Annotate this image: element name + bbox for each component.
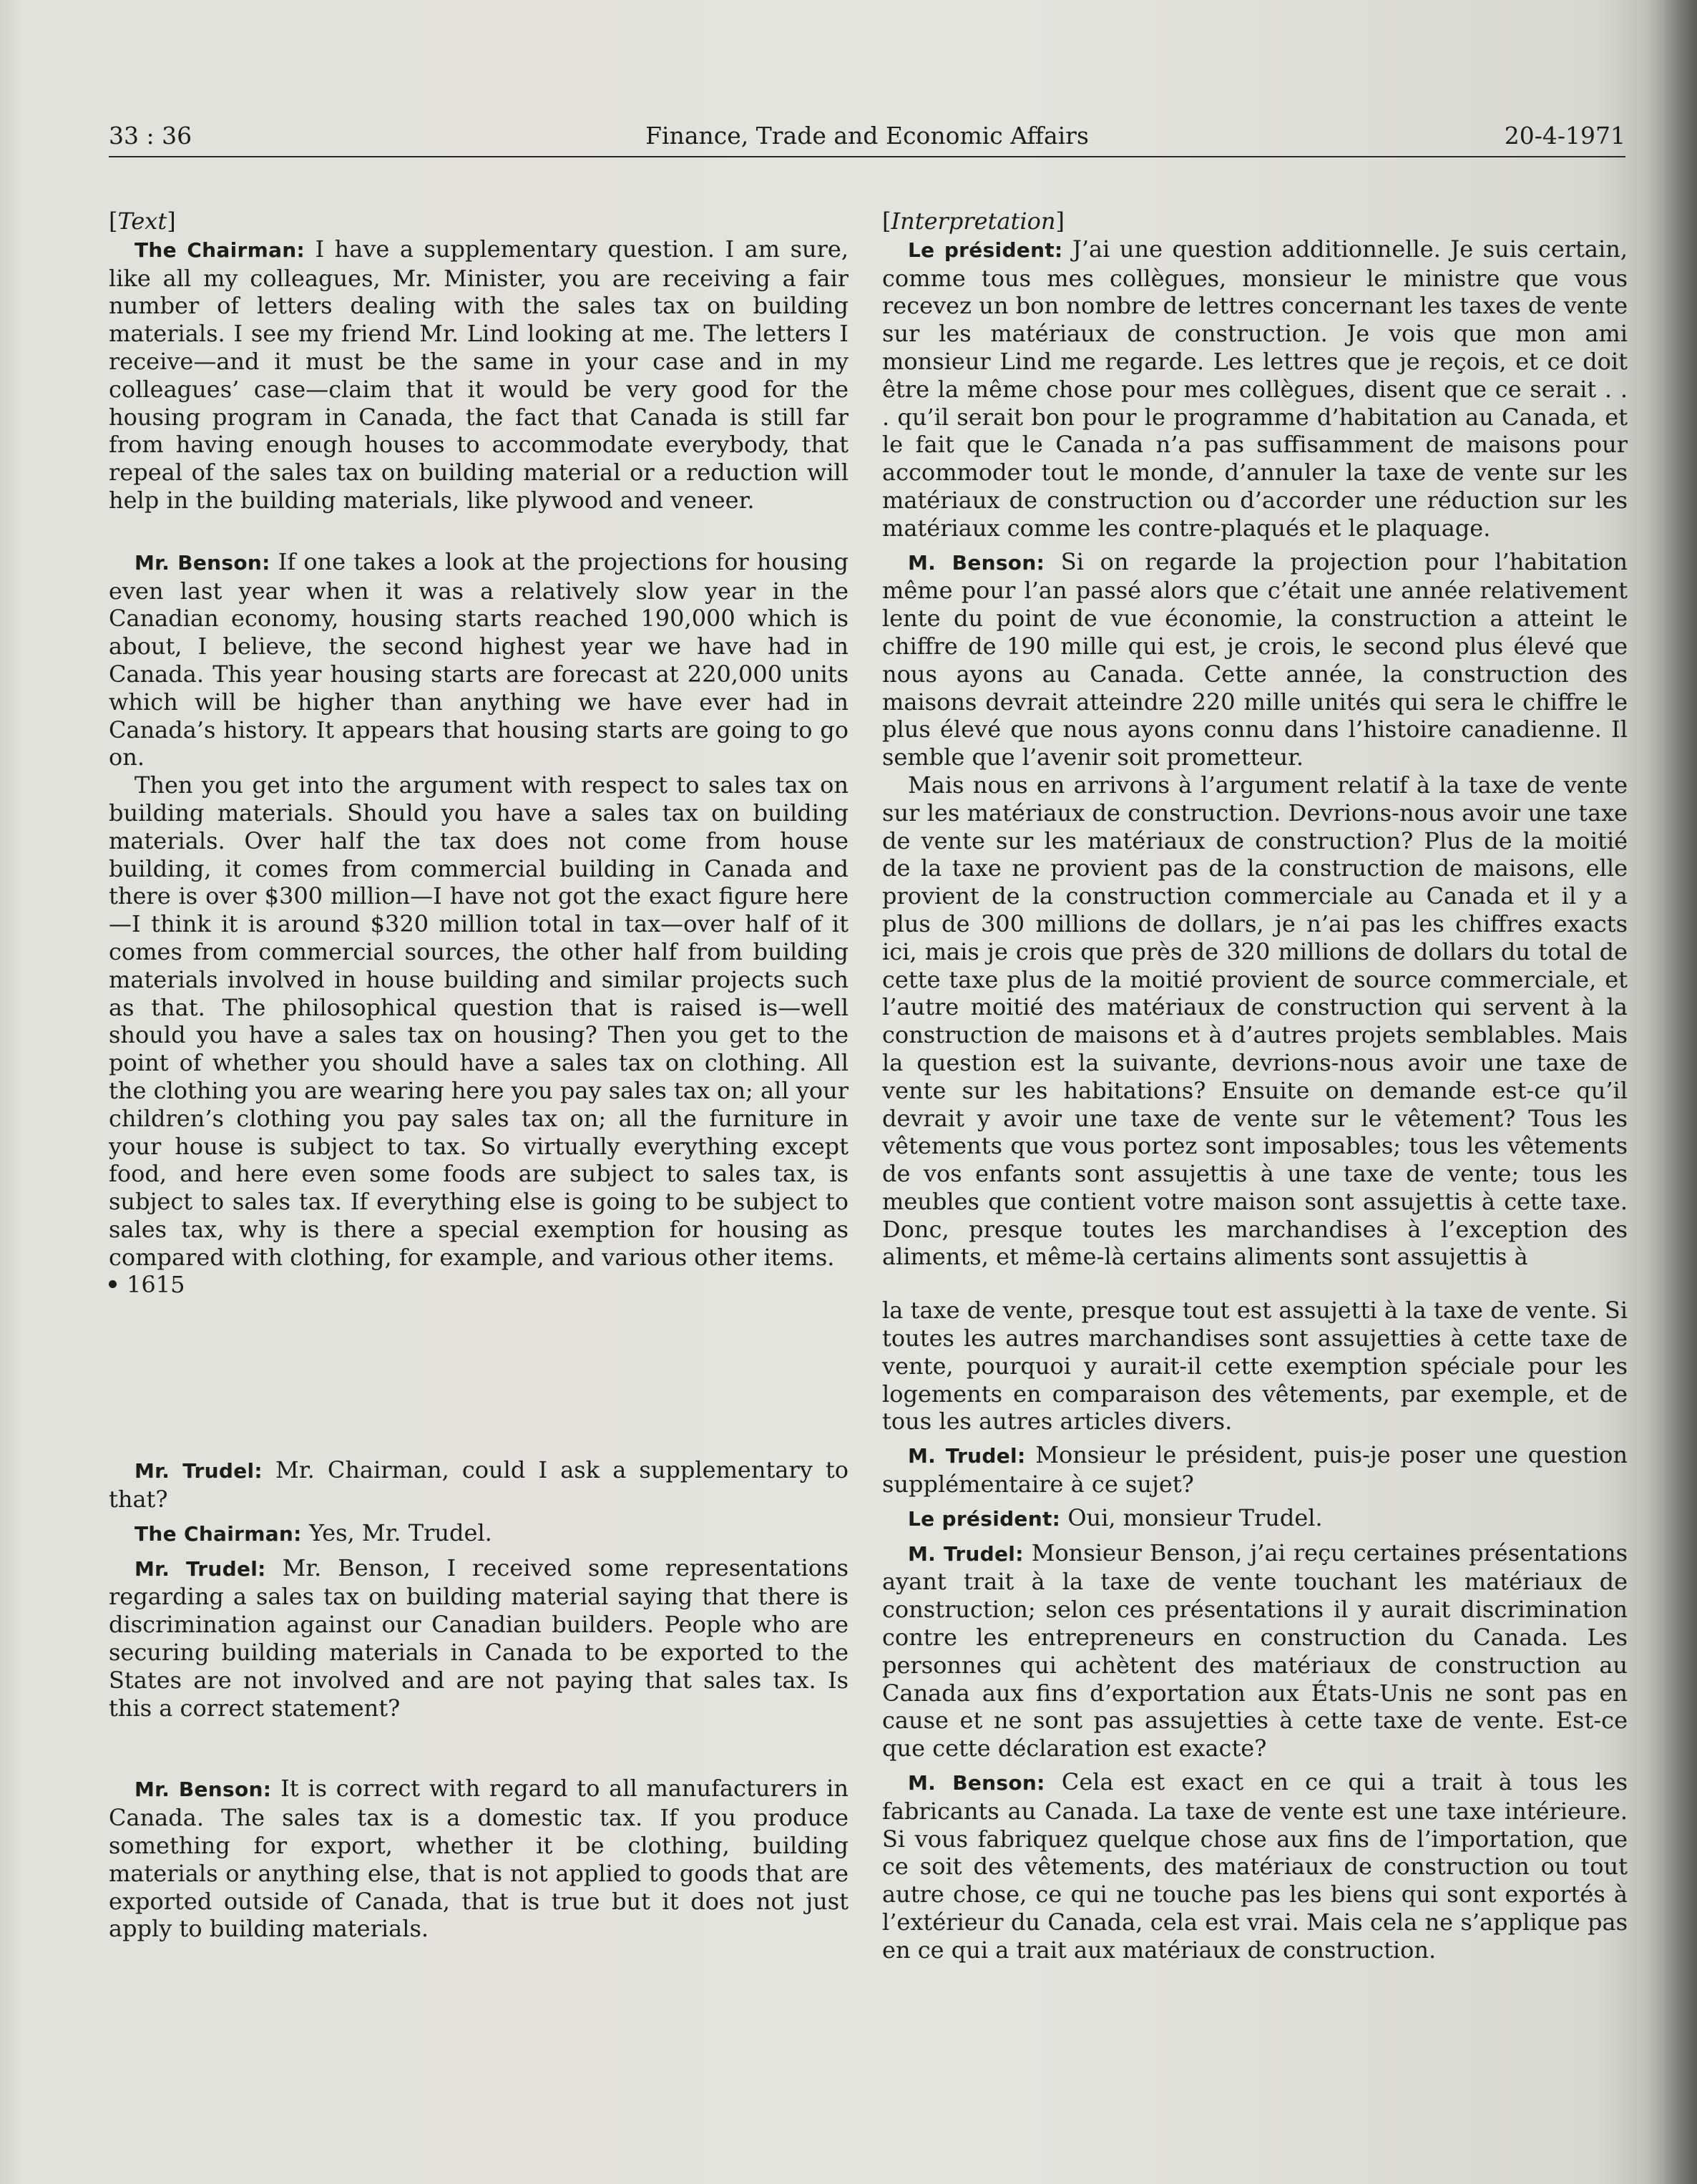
paragraph xyxy=(882,1504,1628,1534)
paragraph xyxy=(882,1768,1628,1964)
paragraph xyxy=(109,1456,849,1513)
timestamp xyxy=(109,1271,849,1299)
paragraph xyxy=(882,1441,1628,1498)
speech-text: I have a supplementary question. I am sure, like all my colleagues, Mr. Minister, you are receiving a fair number of letters dealing with the sales tax on building materials. I see my friend Mr. Lind looking at me. The letters I receive—and it must be the same in your case and in my colleagues’ case—claim that it would be very good for the housing program in Canada, the fact that Canada is still far from having enough houses to accommodate everybody, that repeal of the sales tax on building material or a reduction will help in the building materials, like plywood and veneer. xyxy=(109,235,849,514)
bullet-icon xyxy=(109,1280,117,1288)
paragraph xyxy=(109,548,849,771)
paragraph xyxy=(882,548,1628,771)
english-column xyxy=(109,208,849,1943)
paragraph xyxy=(882,1539,1628,1763)
paragraph xyxy=(882,235,1628,542)
speaker-name: Le président: xyxy=(908,1506,1061,1531)
speaker-name: Mr. Benson: xyxy=(135,550,270,575)
speaker-name: Le président: xyxy=(908,238,1063,262)
french-column xyxy=(882,208,1628,1964)
running-header xyxy=(109,120,1625,157)
speaker-name: The Chairman: xyxy=(135,1521,302,1546)
paragraph xyxy=(109,235,849,515)
paragraph: Then you get into the argument with respect to sales tax on building materials. Should you have a sales tax on building materials. Over half the tax does not come from house building, it comes from commercial building in Canada and there is over $300 million—I have not got the exact figure here—I think it is around $320 million total in tax—over half of it comes from commercial sources, the other half from building materials involved in house building and similar projects such as that. The philosophical question that is raised is—well should you have a sales tax on housing? Then you get to the point of whether you should have a sales tax on clothing. All the clothing you are wearing here you pay sales tax on; all your children’s clothing you pay sales tax on; all the furniture in your house is subject to tax. So virtually everything except food, and here even some foods are subject to sales tax, is subject to sales tax. If everything else is going to be subject to sales tax, why is there a special exemption for housing as compared with clothing, for example, and various other items. xyxy=(109,771,849,1271)
speaker-name: The Chairman: xyxy=(135,238,305,262)
header-date: 20-4-1971 xyxy=(1504,122,1625,150)
speaker-name: Mr. Trudel: xyxy=(135,1459,263,1483)
running-title: Finance, Trade and Economic Affairs xyxy=(645,122,1089,150)
paragraph xyxy=(109,1775,849,1943)
section-label: [Text] xyxy=(109,208,176,235)
speaker-name: M. Trudel: xyxy=(908,1541,1024,1566)
speaker-name: Mr. Trudel: xyxy=(135,1556,266,1581)
speech-text: Yes, Mr. Trudel. xyxy=(308,1518,492,1546)
timestamp-value: 1615 xyxy=(127,1271,185,1299)
speaker-name: M. Benson: xyxy=(908,550,1045,575)
speech-text: Mr. Benson, I received some representations regarding a sales tax on building material saying that there is discrimination against our Canadian builders. People who are securing building materials in Canada to be exported to the States are not involved and are not paying that sales tax. Is this a correct statement? xyxy=(109,1554,849,1722)
speech-text: Monsieur le président, puis-je poser une question supplémentaire à ce sujet? xyxy=(882,1441,1628,1498)
speech-text: J’ai une question additionnelle. Je suis certain, comme tous mes collègues, monsieur le ministre que vous recevez un bon nombre de lettres concernant les taxes de vente sur les matériaux de construction. Je vois que mon ami monsieur Lind me regarde. Les lettres que je reçois, et ce doit être la même chose pour mes collègues, disent que ce serait . . . qu’il serait bon pour le programme d’habitation au Canada, et le fait que le Canada n’a pas suffisamment de maisons pour accommoder tout le monde, d’annuler la taxe de vente sur les matériaux de construction ou d’accorder une réduction sur les matériaux comme les contre-plaqués et le plaquage. xyxy=(882,235,1628,542)
speaker-name: M. Trudel: xyxy=(908,1444,1026,1468)
paragraph xyxy=(109,1519,849,1549)
speech-text: Cela est exact en ce qui a trait à tous les fabricants au Canada. La taxe de vente est une taxe intérieure. Si vous fabriquez quelque chose aux fins de l’importation, que ce soit des vêtements, des matériaux de construction ou tout autre chose, ce qui ne touche pas les biens qui sont exportés à l’extérieur du Canada, cela est vrai. Mais cela ne s’applique pas en ce qui a trait aux matériaux de construction. xyxy=(882,1768,1628,1964)
paragraph-continued: la taxe de vente, presque tout est assujetti à la taxe de vente. Si toutes les autres marchandises sont assujetties à cette taxe de vente, pourquoi y aurait-il cette exemption spéciale pour les logements en comparaison des vêtements, par exemple, et de tous les autres articles divers. xyxy=(882,1297,1628,1435)
speech-text: If one takes a look at the projections for housing even last year when it was a relatively slow year in the Canadian economy, housing starts reached 190,000 which is about, I believe, the second highest year we have had in Canada. This year housing starts are forecast at 220,000 units which will be higher than anything we have ever had in Canada’s history. It appears that housing starts are going to go on. xyxy=(109,547,849,771)
binding-shadow xyxy=(1647,0,1697,2184)
page-number: 33 : 36 xyxy=(109,122,192,150)
speech-text: Si on regarde la projection pour l’habitation même pour l’an passé alors que c’était une année relativement lente du point de vue économie, la construction a atteint le chiffre de 190 mille qui est, je crois, le second plus élevé que nous ayons au Canada. Cette année, la construction des maisons devrait atteindre 220 mille unités qui sera le chiffre le plus élevé que nous ayons connu dans l’histoire canadienne. Il semble que l’avenir soit prometteur. xyxy=(882,547,1628,771)
speech-text: Mr. Chairman, could I ask a supplementary to that? xyxy=(109,1456,849,1513)
section-label: [Interpretation] xyxy=(882,208,1065,235)
paragraph xyxy=(109,1554,849,1722)
speaker-name: M. Benson: xyxy=(908,1771,1045,1795)
speech-text: Monsieur Benson, j’ai reçu certaines présentations ayant trait à la taxe de vente touchant les matériaux de construction; selon ces présentations il y aurait discrimination contre les entrepreneurs en construction du Canada. Les personnes qui achètent des matériaux de construction au Canada aux fins d’exportation aux États-Unis ne sont pas en cause et ne sont pas assujetties à cette taxe de vente. Est-ce que cette déclaration est exacte? xyxy=(882,1539,1628,1763)
speaker-name: Mr. Benson: xyxy=(135,1778,272,1802)
speech-text: Oui, monsieur Trudel. xyxy=(1067,1503,1323,1531)
speech-text: It is correct with regard to all manufacturers in Canada. The sales tax is a domestic tax. If you produce something for export, whether it be clothing, building materials or anything else, that is not applied to goods that are exported outside of Canada, that is true but it does not just apply to building materials. xyxy=(109,1775,849,1943)
paragraph: Mais nous en arrivons à l’argument relatif à la taxe de vente sur les matériaux de construction. Devrions-nous avoir une taxe de vente sur les matériaux de construction? Plus de la moitié de la taxe ne provient pas de la construction de maisons, elle provient de la construction commerciale au Canada et il y a plus de 300 millions de dollars, je n’ai pas les chiffres exacts ici, mais je crois que près de 320 millions de dollars du total de cette taxe plus de la moitié provient de source commerciale, et l’autre moitié des matériaux de construction qui servent à la construction de maisons et à d’autres projets semblables. Mais la question est la suivante, devrions-nous avoir une taxe de vente sur les habitations? Ensuite on demande est-ce qu’il devrait y avoir une taxe de vente sur le vêtement? Tous les vêtements que vous portez sont imposables; tous les vêtements de vos enfants sont assujettis à une taxe de vente; tous les meubles que contient votre maison sont assujettis à cette taxe. Donc, presque toutes les marchandises à l’exception des aliments, et même-là certains aliments sont assujettis à xyxy=(882,771,1628,1271)
